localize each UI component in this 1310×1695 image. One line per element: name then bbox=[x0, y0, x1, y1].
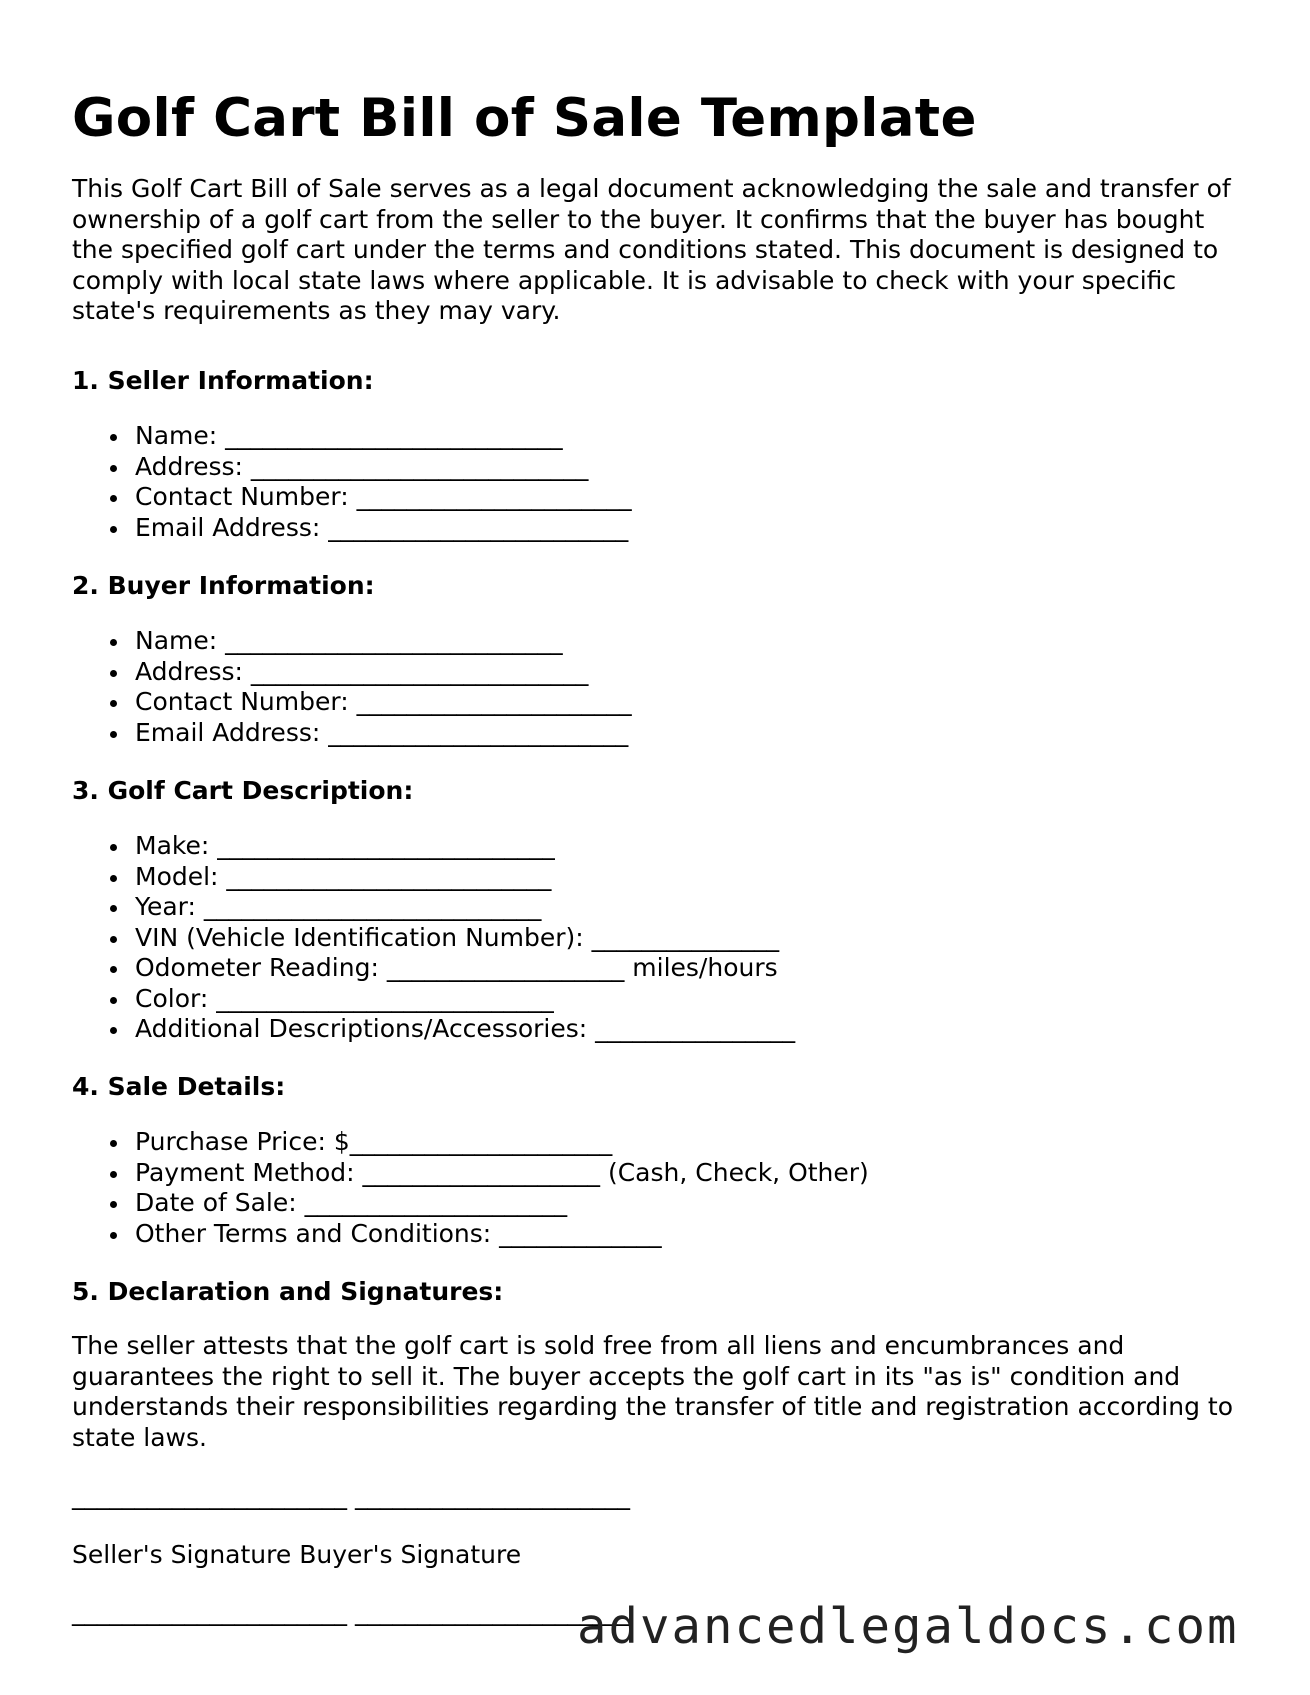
cart-accessories-field: Additional Descriptions/Accessories: ________________ bbox=[72, 1014, 795, 1045]
watermark-logo: advancedlegaldocs.com bbox=[577, 1598, 1239, 1655]
signature-labels: Seller's Signature Buyer's Signature bbox=[72, 1540, 522, 1569]
date-lines: ______________________ ______________________ bbox=[72, 1597, 630, 1626]
buyer-address-field: Address: ___________________________ bbox=[72, 657, 632, 688]
intro-paragraph: This Golf Cart Bill of Sale serves as a legal document acknowledging the sale and transfer of ownership of a golf cart from the seller to the buyer. It confirms that the buyer has bought the specified golf cart under the terms and conditions stated. This document is designed to comply with local state laws where applicable. It is advisable to check with your specific state's requirements as they may vary. bbox=[72, 174, 1231, 325]
seller-fields-list bbox=[72, 421, 632, 543]
sale-price-field: Purchase Price: $_____________________ bbox=[72, 1127, 869, 1158]
cart-make-field: Make: ___________________________ bbox=[72, 831, 795, 862]
buyer-section-heading: 2. Buyer Information: bbox=[72, 571, 375, 600]
cart-vin-field: VIN (Vehicle Identification Number): _______________ bbox=[72, 923, 795, 954]
cart-odometer-field: Odometer Reading: ___________________ miles/hours bbox=[72, 953, 795, 984]
sale-fields-list bbox=[72, 1127, 869, 1249]
sale-date-field: Date of Sale: _____________________ bbox=[72, 1188, 869, 1219]
sale-section-heading: 4. Sale Details: bbox=[72, 1072, 286, 1101]
buyer-contact-field: Contact Number: ______________________ bbox=[72, 687, 632, 718]
seller-contact-field: Contact Number: ______________________ bbox=[72, 482, 632, 513]
declaration-section-heading: 5. Declaration and Signatures: bbox=[72, 1277, 504, 1306]
seller-section-heading: 1. Seller Information: bbox=[72, 366, 374, 395]
seller-email-field: Email Address: ________________________ bbox=[72, 513, 632, 544]
cart-color-field: Color: ___________________________ bbox=[72, 984, 795, 1015]
buyer-name-field: Name: ___________________________ bbox=[72, 626, 632, 657]
page-title: Golf Cart Bill of Sale Template bbox=[72, 88, 977, 149]
seller-name-field: Name: ___________________________ bbox=[72, 421, 632, 452]
cart-model-field: Model: __________________________ bbox=[72, 862, 795, 893]
cart-year-field: Year: ___________________________ bbox=[72, 892, 795, 923]
sale-other-terms-field: Other Terms and Conditions: _____________ bbox=[72, 1219, 869, 1250]
buyer-fields-list bbox=[72, 626, 632, 748]
seller-address-field: Address: ___________________________ bbox=[72, 452, 632, 483]
buyer-email-field: Email Address: ________________________ bbox=[72, 718, 632, 749]
cart-section-heading: 3. Golf Cart Description: bbox=[72, 776, 414, 805]
declaration-paragraph: The seller attests that the golf cart is sold free from all liens and encumbrances and guarantees the right to sell it. The buyer accepts the golf cart in its "as is" condition and understands their responsibilities regarding the transfer of title and registration according to state laws. bbox=[72, 1331, 1233, 1452]
cart-fields-list bbox=[72, 831, 795, 1045]
signature-lines: ______________________ ______________________ bbox=[72, 1481, 630, 1510]
sale-payment-method-field: Payment Method: ___________________ (Cash, Check, Other) bbox=[72, 1158, 869, 1189]
